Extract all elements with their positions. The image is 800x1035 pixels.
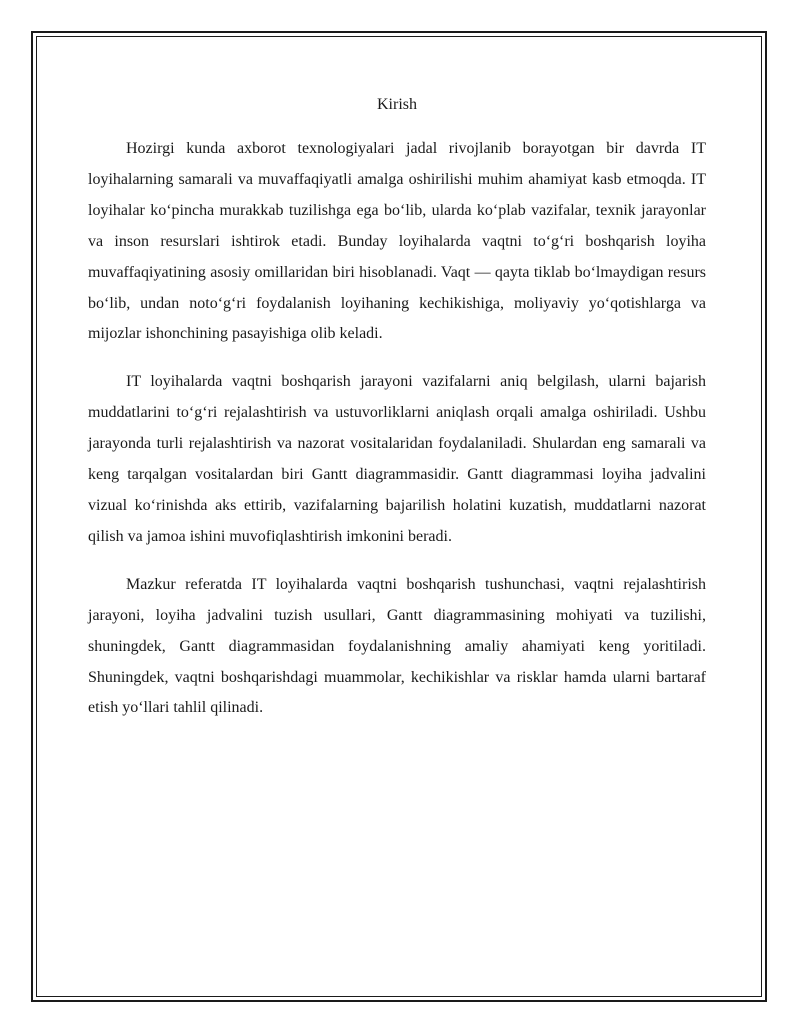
- document-body: [88, 92, 706, 741]
- page-title: Kirish: [377, 96, 417, 113]
- paragraph-2: IT loyihalarda vaqtni boshqarish jarayoni vazifalarni aniq belgilash, ularni bajarish muddatlarini toʻgʻri rejalashtirish va ustuvorliklarni aniqlash orqali amalga oshiriladi. Ushbu jarayonda turli rejalashtirish va nazorat vositalaridan foydalaniladi. Shulardan eng samarali va keng tarqalgan vositalardan biri Gantt diagrammasidir. Gantt diagrammasi loyiha jadvalini vizual koʻrinishda aks ettirib, vazifalarning bajarilish holatini kuzatish, muddatlarni nazorat qilish va jamoa ishini muvofiqlashtirish imkonini beradi.: [88, 373, 706, 545]
- paragraph-1: Hozirgi kunda axborot texnologiyalari jadal rivojlanib borayotgan bir davrda IT loyihalarning samarali va muvaffaqiyatli amalga oshirilishi muhim ahamiyat kasb etmoqda. IT loyihalar koʻpincha murakkab tuzilishga ega boʻlib, ularda koʻplab vazifalar, texnik jarayonlar va inson resurslari ishtirok etadi. Bunday loyihalarda vaqtni toʻgʻri boshqarish loyiha muvaffaqiyatining asosiy omillaridan biri hisoblanadi. Vaqt — qayta tiklab boʻlmaydigan resurs boʻlib, undan notoʻgʻri foydalanish loyihaning kechikishiga, moliyaviy yoʻqotishlarga va mijozlar ishonchining pasayishiga olib keladi.: [88, 140, 706, 343]
- paragraph-3: Mazkur referatda IT loyihalarda vaqtni boshqarish tushunchasi, vaqtni rejalashtirish jarayoni, loyiha jadvalini tuzish usullari, Gantt diagrammasining mohiyati va tuzilishi, shuningdek, Gantt diagrammasidan foydalanishning amaliy ahamiyati keng yoritiladi. Shuningdek, vaqtni boshqarishdagi muammolar, kechikishlar va risklar hamda ularni bartaraf etish yoʻllari tahlil qilinadi.: [88, 575, 706, 717]
